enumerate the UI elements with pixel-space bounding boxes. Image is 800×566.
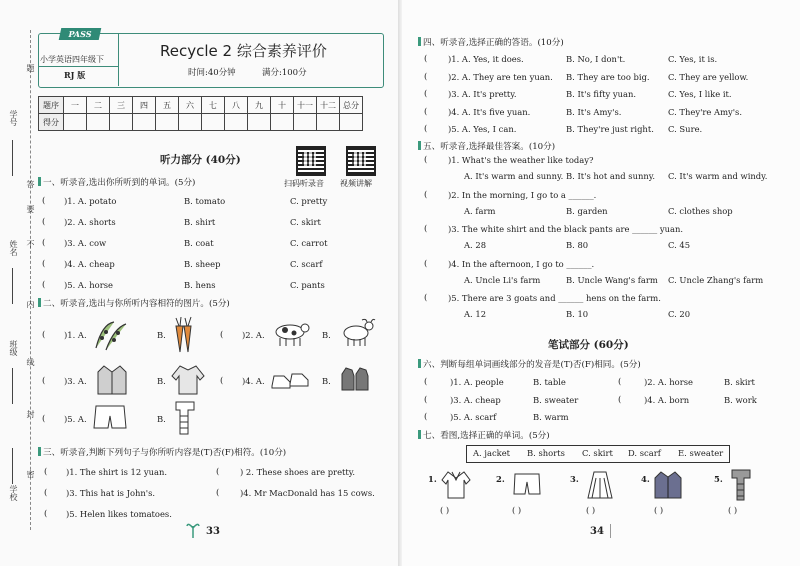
score-input-cell[interactable] [225,114,248,131]
shorts-icon [92,404,128,432]
q2-1a-label: )1. A. [64,330,87,340]
name-line [12,268,13,304]
answer-paren: ( [424,71,428,82]
page-number-left: 33 [206,526,220,537]
q5-question: )4. In the afternoon, I go to ______. [448,258,595,269]
score-input-cell[interactable] [110,114,133,131]
q5-question: )3. The white shirt and the black pants are ______ yuan. [448,224,684,234]
q5-option-b: B. It's hot and sunny. [566,171,656,181]
answer-paren: ( [424,89,428,99]
brand-logo: PASS [59,28,102,40]
sweater-icon [170,362,206,398]
q5-option-c: C. clothes shop [668,205,733,216]
answer-paren: ( [44,509,48,519]
cow-icon [270,318,310,348]
answer-paren: ( [42,259,46,269]
q5-option-b: B. 10 [566,309,589,319]
q5-option-a: A. It's warm and sunny. [464,171,564,181]
q2-4a-label: )4. A. [242,376,265,386]
q1-heading-text: 一、听录音,选出你所听到的单词。(5分) [43,178,196,188]
answer-paren: ( [424,189,428,200]
q1-option-b: B. sheep [184,259,221,269]
q5-option-c: C. Uncle Zhang's farm [668,274,764,285]
q1-option-b: B. shirt [184,217,216,227]
q2-4b-label: B. [322,376,331,386]
q1-option-c: C. pants [290,280,325,290]
q5-question: )2. In the morning, I go to a ______. [448,189,597,200]
name-label: 姓名 [9,240,18,256]
q6-1a: )1. A. people [450,377,504,387]
binding-margin [0,0,40,566]
answer-paren: ( [424,155,428,165]
seal-char: 不 [26,240,35,248]
q2-1b-label: B. [157,330,166,340]
q7-blank-1[interactable]: ( ) [440,505,450,515]
page-title: Recycle 2 综合素养评价 [160,42,327,60]
seal-char: 密 [26,470,35,478]
score-cell: 三 [110,97,133,114]
q7-heading [418,429,550,441]
goat-icon [336,318,376,348]
score-input-cell[interactable] [133,114,156,131]
score-cell: 总分 [340,97,363,114]
q5-option-c: C. 20 [668,309,691,319]
answer-paren: ( [42,196,46,206]
q5-heading [418,140,555,152]
q4-option-a: )4. A. It's five yuan. [448,106,531,117]
header-vdivider [118,33,119,86]
q7-num-5: 5. [714,474,723,484]
q4-option-b: B. They're just right. [566,124,654,134]
heading-bar [418,359,421,368]
q4-heading-text: 四、听录音,选择正确的答语。(10分) [423,38,564,48]
score-table [38,96,363,131]
q6-3a: )3. A. cheap [450,395,501,405]
q3-item-4: )4. Mr MacDonald has 15 cows. [240,488,375,498]
page-number-right: 34 [590,526,604,537]
qr-code-video[interactable] [346,146,376,176]
score-input-cell[interactable] [87,114,110,131]
plant-icon [186,520,200,538]
q1-option-c: C. scarf [290,259,323,269]
word-bank-option: B. shorts [527,448,565,458]
q3-item-5: )5. Helen likes tomatoes. [66,509,172,519]
qr-code-audio[interactable] [296,146,326,176]
q5-option-c: C. It's warm and windy. [668,171,768,181]
sweater-icon [440,470,472,500]
score-cell: 六 [179,97,202,114]
q7-num-1: 1. [428,474,437,484]
q6-4a: )4. A. born [644,395,690,405]
score-input-cell[interactable] [340,114,363,131]
q2-heading [38,297,230,309]
answer-paren: ( [424,106,428,117]
q7-blank-3[interactable]: ( ) [586,505,596,515]
q4-option-b: B. It's fifty yuan. [566,89,637,99]
q6-3b: B. sweater [533,395,579,405]
seal-char: 封 [26,410,35,418]
answer-paren: ( [44,467,48,477]
q4-option-b: B. No, I don't. [566,54,626,64]
q2-5b-label: B. [157,414,166,424]
q5-question: )5. There are 3 goats and ______ hens on the farm. [448,293,661,303]
q2-2b-label: B. [322,330,331,340]
score-cell: 二 [87,97,110,114]
q5-option-a: A. farm [464,205,496,216]
seal-char: 题 [26,64,35,72]
q7-num-4: 4. [641,474,650,484]
student-id-line [12,140,13,176]
score-input-cell[interactable] [294,114,317,131]
seal-char: 线 [26,358,35,366]
answer-paren: ( [42,330,46,340]
jacket-icon [652,470,684,500]
q5-option-b: B. garden [566,205,608,216]
q1-option-c: C. skirt [290,217,321,227]
q2-heading-text: 二、听录音,选出与你所听内容相符的图片。(5分) [43,299,230,309]
q3-item-2: ) 2. These shoes are pretty. [240,467,356,477]
answer-paren: ( [424,258,428,269]
seal-char: 答 [26,180,35,188]
score-cell: 一 [64,97,87,114]
listening-section-title: 听力部分 (40分) [160,154,241,166]
q4-option-c: C. Yes, I like it. [668,89,732,99]
q4-option-a: )3. A. It's pretty. [448,89,517,99]
q5-heading-text: 五、听录音,选择最佳答案。(10分) [423,142,556,152]
q1-option-a: )5. A. horse [64,280,113,290]
q6-5a: )5. A. scarf [450,412,497,422]
score-cell: 七 [202,97,225,114]
answer-paren: ( [216,467,220,477]
q4-option-c: C. They are yellow. [668,71,749,82]
answer-paren: ( [42,414,46,424]
q5-question: )1. What's the weather like today? [448,155,594,165]
sneakers-icon [270,364,310,394]
shorts-icon [512,472,542,498]
seal-char: 要 [26,205,35,213]
jacket-icon [94,362,130,398]
answer-paren: ( [42,217,46,227]
score-cell: 四 [133,97,156,114]
q6-5b: B. warm [533,412,569,422]
answer-paren: ( [42,376,46,386]
answer-paren: ( [618,395,622,405]
score-input-cell[interactable] [317,114,340,131]
header-divider [38,66,118,67]
writing-section-title: 笔试部分 (60分) [548,339,629,351]
scarf-icon [728,468,754,502]
answer-paren: ( [220,376,224,386]
q1-option-b: B. coat [184,238,214,248]
school-line [12,448,13,484]
class-label: 班级 [9,340,18,356]
heading-bar [38,177,41,186]
q6-2b: B. skirt [724,377,755,387]
score-input-cell[interactable] [64,114,87,131]
score-input-cell[interactable] [202,114,225,131]
q2-2a-label: )2. A. [242,330,265,340]
q1-option-c: C. pretty [290,196,328,206]
score-input-cell[interactable] [271,114,294,131]
heading-bar [38,447,41,456]
edition-label: RJ 版 [64,70,86,80]
q6-heading-text: 六、判断每组单词画线部分的发音是(T)否(F)相同。(5分) [423,360,641,370]
scarf-icon [170,400,200,436]
q6-1b: B. table [533,377,566,387]
answer-paren: ( [424,395,428,405]
score-label: 满分:100分 [262,68,307,78]
answer-paren: ( [220,330,224,340]
grade-label: 小学英语四年级下 [40,55,104,64]
qr-label-video: 视频讲解 [340,179,372,188]
q4-option-c: C. Sure. [668,124,703,134]
school-label: 学校 [9,485,18,501]
class-line [12,368,13,404]
q5-option-a: A. 12 [464,309,487,319]
q4-option-a: )1. A. Yes, it does. [448,54,524,64]
heading-bar [418,430,421,439]
q2-3a-label: )3. A. [64,376,87,386]
word-bank-option: E. sweater [678,448,724,458]
q5-option-b: B. 80 [566,240,589,250]
q4-heading [418,36,564,48]
q2-5a-label: )5. A. [64,414,87,424]
answer-paren: ( [424,377,428,387]
score-cell: 十一 [294,97,317,114]
answer-paren: ( [216,488,220,498]
pea-pods-icon [92,318,132,352]
q6-2a: )2. A. horse [644,377,693,387]
q4-option-a: )5. A. Yes, I can. [448,124,517,134]
q5-option-a: A. Uncle Li's farm [464,274,541,285]
gloves-icon [338,364,374,394]
score-input-cell[interactable] [248,114,271,131]
score-cell: 十二 [317,97,340,114]
answer-paren: ( [424,293,428,303]
score-cell: 十 [271,97,294,114]
answer-paren: ( [424,412,428,422]
score-input-cell[interactable] [156,114,179,131]
student-id-label: 学号 [9,110,18,126]
q2-3b-label: B. [157,376,166,386]
heading-bar [38,298,41,307]
answer-paren: ( [42,238,46,248]
carrots-icon [170,316,196,354]
q6-4b: B. work [724,395,757,405]
heading-bar [418,37,421,46]
answer-paren: ( [424,54,428,64]
score-cell: 五 [156,97,179,114]
q3-heading-text: 三、听录音,判断下列句子与你所听内容是(T)否(F)相符。(10分) [43,448,287,458]
q1-option-a: )2. A. shorts [64,217,116,227]
q7-num-2: 2. [496,474,505,484]
answer-paren: ( [424,224,428,234]
qr-label-audio: 扫码听录音 [284,179,324,188]
q7-heading-text: 七、看图,选择正确的单词。(5分) [423,431,550,441]
answer-paren: ( [424,124,428,134]
q3-item-3: )3. This hat is John's. [66,488,156,498]
q3-item-1: )1. The shirt is 12 yuan. [66,467,168,477]
skirt-icon [586,470,614,500]
answer-paren: ( [44,488,48,498]
seal-char: 内 [26,300,35,308]
word-bank-option: C. skirt [582,448,613,458]
q4-option-c: C. They're Amy's. [668,106,743,117]
q1-option-a: )1. A. potato [64,196,117,206]
q7-blank-4[interactable]: ( ) [654,505,664,515]
score-cell: 九 [248,97,271,114]
q3-heading [38,446,286,458]
q7-num-3: 3. [570,474,579,484]
word-bank-option: A. jacket [473,448,511,458]
q5-option-b: B. Uncle Wang's farm [566,274,658,285]
q4-option-b: B. It's Amy's. [566,106,622,117]
score-cell: 得分 [39,114,64,131]
answer-paren: ( [42,280,46,290]
answer-paren: ( [618,377,622,387]
q5-option-c: C. 45 [668,240,691,250]
q4-option-c: C. Yes, it is. [668,54,718,64]
score-cell: 八 [225,97,248,114]
q6-heading [418,358,641,370]
q4-option-b: B. They are too big. [566,71,650,82]
time-label: 时间:40分钟 [188,68,236,78]
heading-bar [418,141,421,150]
q1-option-a: )3. A. cow [64,238,107,248]
q1-option-b: B. hens [184,280,216,290]
q5-option-a: A. 28 [464,240,487,250]
q1-option-a: )4. A. cheap [64,259,115,269]
q1-option-c: C. carrot [290,238,328,248]
q1-option-b: B. tomato [184,196,226,206]
q1-heading [38,176,195,188]
word-bank-option: D. scarf [628,448,661,458]
q7-blank-2[interactable]: ( ) [512,505,522,515]
q4-option-a: )2. A. They are ten yuan. [448,71,553,82]
score-cell: 题序 [39,97,64,114]
q7-blank-5[interactable]: ( ) [728,505,738,515]
score-input-cell[interactable] [179,114,202,131]
page-mark [610,524,611,538]
binding-dashed-line [30,30,31,530]
